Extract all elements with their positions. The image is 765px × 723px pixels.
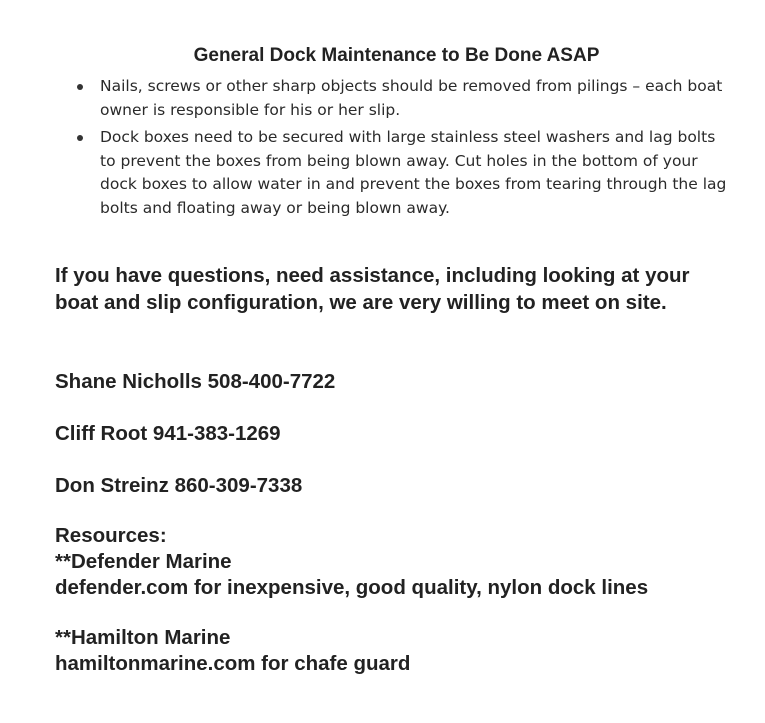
contact-cliff-root: Cliff Root 941-383-1269 [55,422,281,445]
contact-don-streinz: Don Streinz 860-309-7338 [55,474,303,497]
resource-name-defender: **Defender Marine [55,550,232,573]
contact-shane-nicholls: Shane Nicholls 508-400-7722 [55,370,336,393]
resource-description-hamilton: hamiltonmarine.com for chafe guard [55,652,411,675]
resource-hamilton [55,625,755,677]
bullet-icon [77,84,83,90]
intro-paragraph: If you have questions, need assistance, including looking at your boat and slip configuration, we are very willing to meet on site. [55,264,690,314]
resource-description-defender: defender.com for inexpensive, good quality, nylon dock lines [55,576,649,599]
maintenance-list [74,75,734,224]
list-item-text: Dock boxes need to be secured with large stainless steel washers and lag bolts to prevent the boxes from being blown away. Cut holes in the bottom of your dock boxes to allow water in and prevent the boxes from tearing through the lag bolts and floating away or being blown away. [100,128,727,217]
document-title: General Dock Maintenance to Be Done ASAP [193,45,600,66]
bullet-icon [77,135,83,141]
list-item-text: Nails, screws or other sharp objects should be removed from pilings – each boat owner is responsible for his or her slip. [100,77,723,119]
resources-heading: Resources: [55,524,167,547]
list-item [74,75,734,122]
list-item [74,126,734,220]
resources-section [55,523,755,601]
resource-name-hamilton: **Hamilton Marine [55,626,231,649]
